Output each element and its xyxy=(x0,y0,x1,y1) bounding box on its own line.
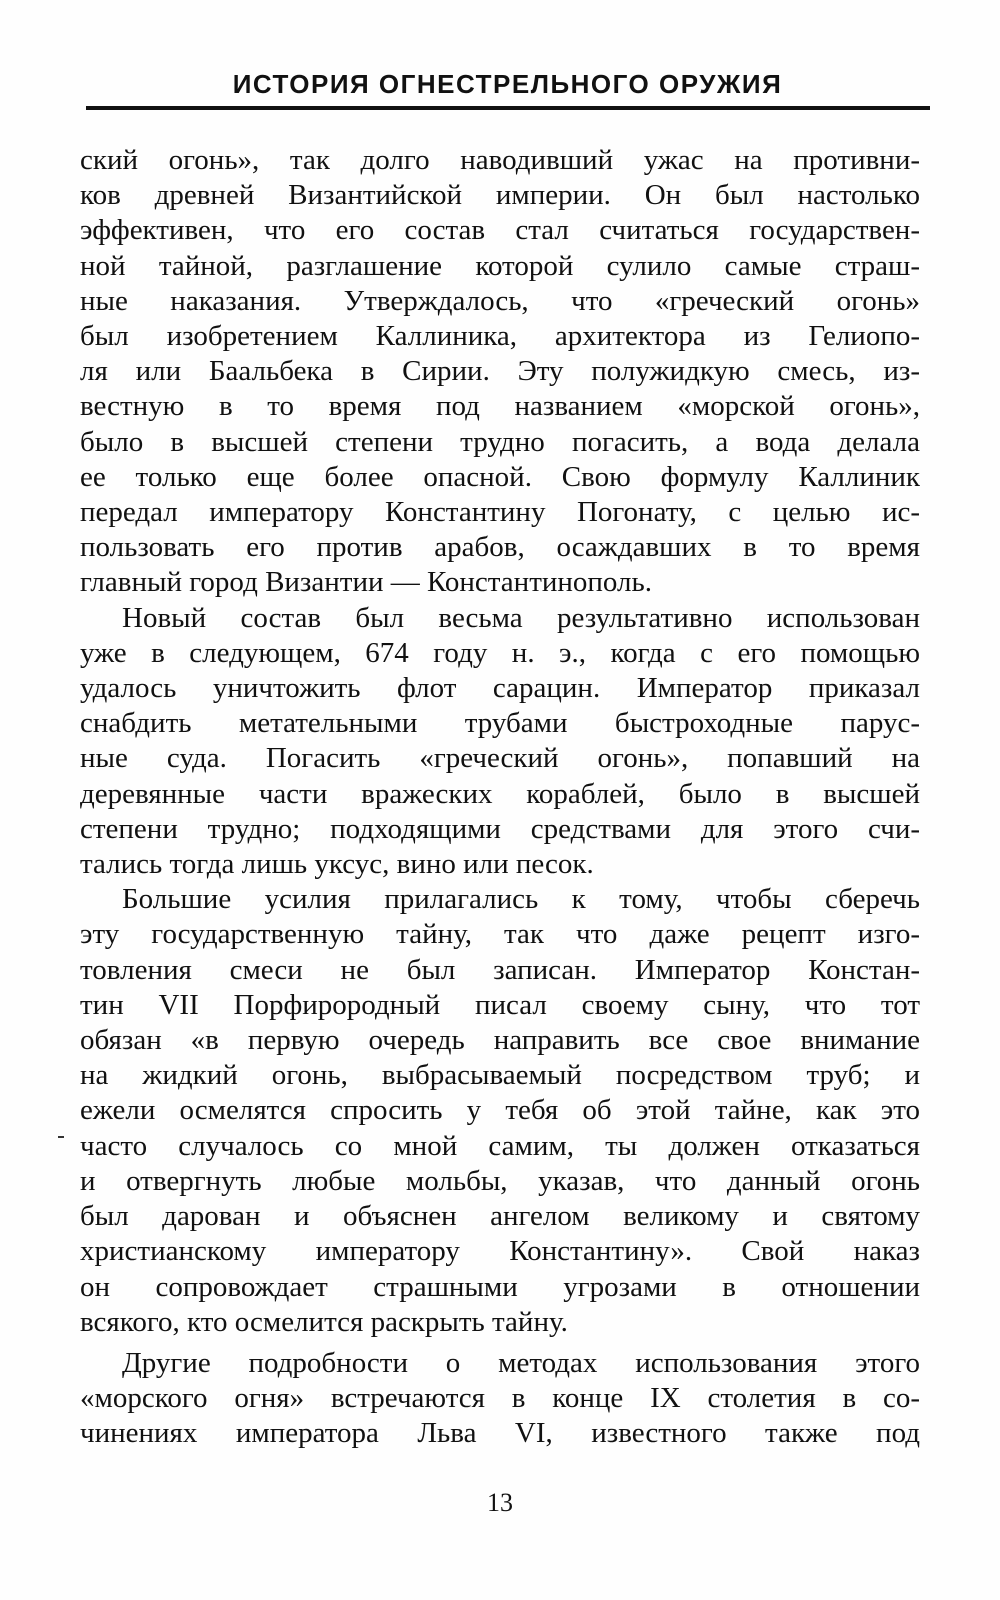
text-line: тались тогда лишь уксус, вино или песок. xyxy=(80,848,594,881)
header-rule xyxy=(86,106,930,110)
text-line: и отвергнуть любые мольбы, указав, что данный огонь xyxy=(80,1164,920,1197)
text-line: ной тайной, разглашение которой сулило самые страш- xyxy=(80,249,920,282)
text-line: ные суда. Погасить «греческий огонь», попавший на xyxy=(80,742,920,775)
text-line: обязан «в первую очередь направить все свое внимание xyxy=(80,1024,920,1057)
text-line: эффективен, что его состав стал считаться государствен- xyxy=(80,214,920,247)
page-number: 13 xyxy=(487,1488,513,1517)
text-line: ежели осмелятся спросить у тебя об этой тайне, как это xyxy=(80,1094,920,1127)
text-line: Новый состав был весьма результативно использован xyxy=(122,601,920,634)
text-line: тин VII Порфирородный писал своему сыну, что тот xyxy=(80,988,920,1021)
text-line: уже в следующем, 674 году н. э., когда с его помощью xyxy=(80,636,920,669)
text-line: удалось уничтожить флот сарацин. Император приказал xyxy=(80,672,920,705)
text-line: ков древней Византийской империи. Он был настолько xyxy=(80,179,920,212)
text-line: на жидкий огонь, выбрасываемый посредством труб; и xyxy=(80,1059,920,1092)
text-line: он сопровождает страшными угрозами в отношении xyxy=(80,1270,920,1303)
running-head: ИСТОРИЯ ОГНЕСТРЕЛЬНОГО ОРУЖИЯ xyxy=(232,69,783,99)
text-line: пользовать его против арабов, осаждавших в то время xyxy=(80,531,920,564)
text-line: чинениях императора Льва VI, известного также под xyxy=(80,1417,920,1450)
text-line: главный город Византии — Константинополь. xyxy=(80,566,652,599)
text-line: ее только еще более опасной. Свою формулу Каллиник xyxy=(80,460,920,493)
text-line: христианскому императору Константину». Свой наказ xyxy=(80,1235,920,1268)
text-line: степени трудно; подходящими средствами для этого счи- xyxy=(80,812,920,845)
text-line: Другие подробности о методах использования этого xyxy=(122,1346,920,1379)
text-line: был изобретением Каллиника, архитектора из Гелиопо- xyxy=(80,320,920,353)
text-line: деревянные части вражеских кораблей, было в высшей xyxy=(80,777,920,810)
text-line: всякого, кто осмелится раскрыть тайну. xyxy=(80,1305,568,1338)
text-line: часто случалось со мной самим, ты должен отказаться xyxy=(80,1129,920,1162)
text-line: ля или Баальбека в Сирии. Эту полужидкую смесь, из- xyxy=(80,355,920,388)
text-line: «морского огня» встречаются в конце IX столетия в со- xyxy=(80,1382,920,1415)
text-line: Большие усилия прилагались к тому, чтобы сберечь xyxy=(122,883,920,916)
text-line: снабдить метательными трубами быстроходные парус- xyxy=(80,707,920,740)
print-speck xyxy=(58,1136,64,1138)
text-line: эту государственную тайну, так что даже рецепт изго- xyxy=(80,918,920,951)
text-line: был дарован и объяснен ангелом великому и святому xyxy=(80,1200,920,1233)
text-line: вестную в то время под названием «морской огонь», xyxy=(80,390,920,423)
text-line: товления смеси не был записан. Император Констан- xyxy=(80,953,920,986)
text-line: ные наказания. Утверждалось, что «греческий огонь» xyxy=(80,284,920,317)
text-line: передал императору Константину Погонату, с целью ис- xyxy=(80,496,920,529)
text-line: было в высшей степени трудно погасить, а вода делала xyxy=(80,425,920,458)
body-text xyxy=(80,143,920,1452)
text-line: ский огонь», так долго наводивший ужас на противни- xyxy=(80,144,920,176)
